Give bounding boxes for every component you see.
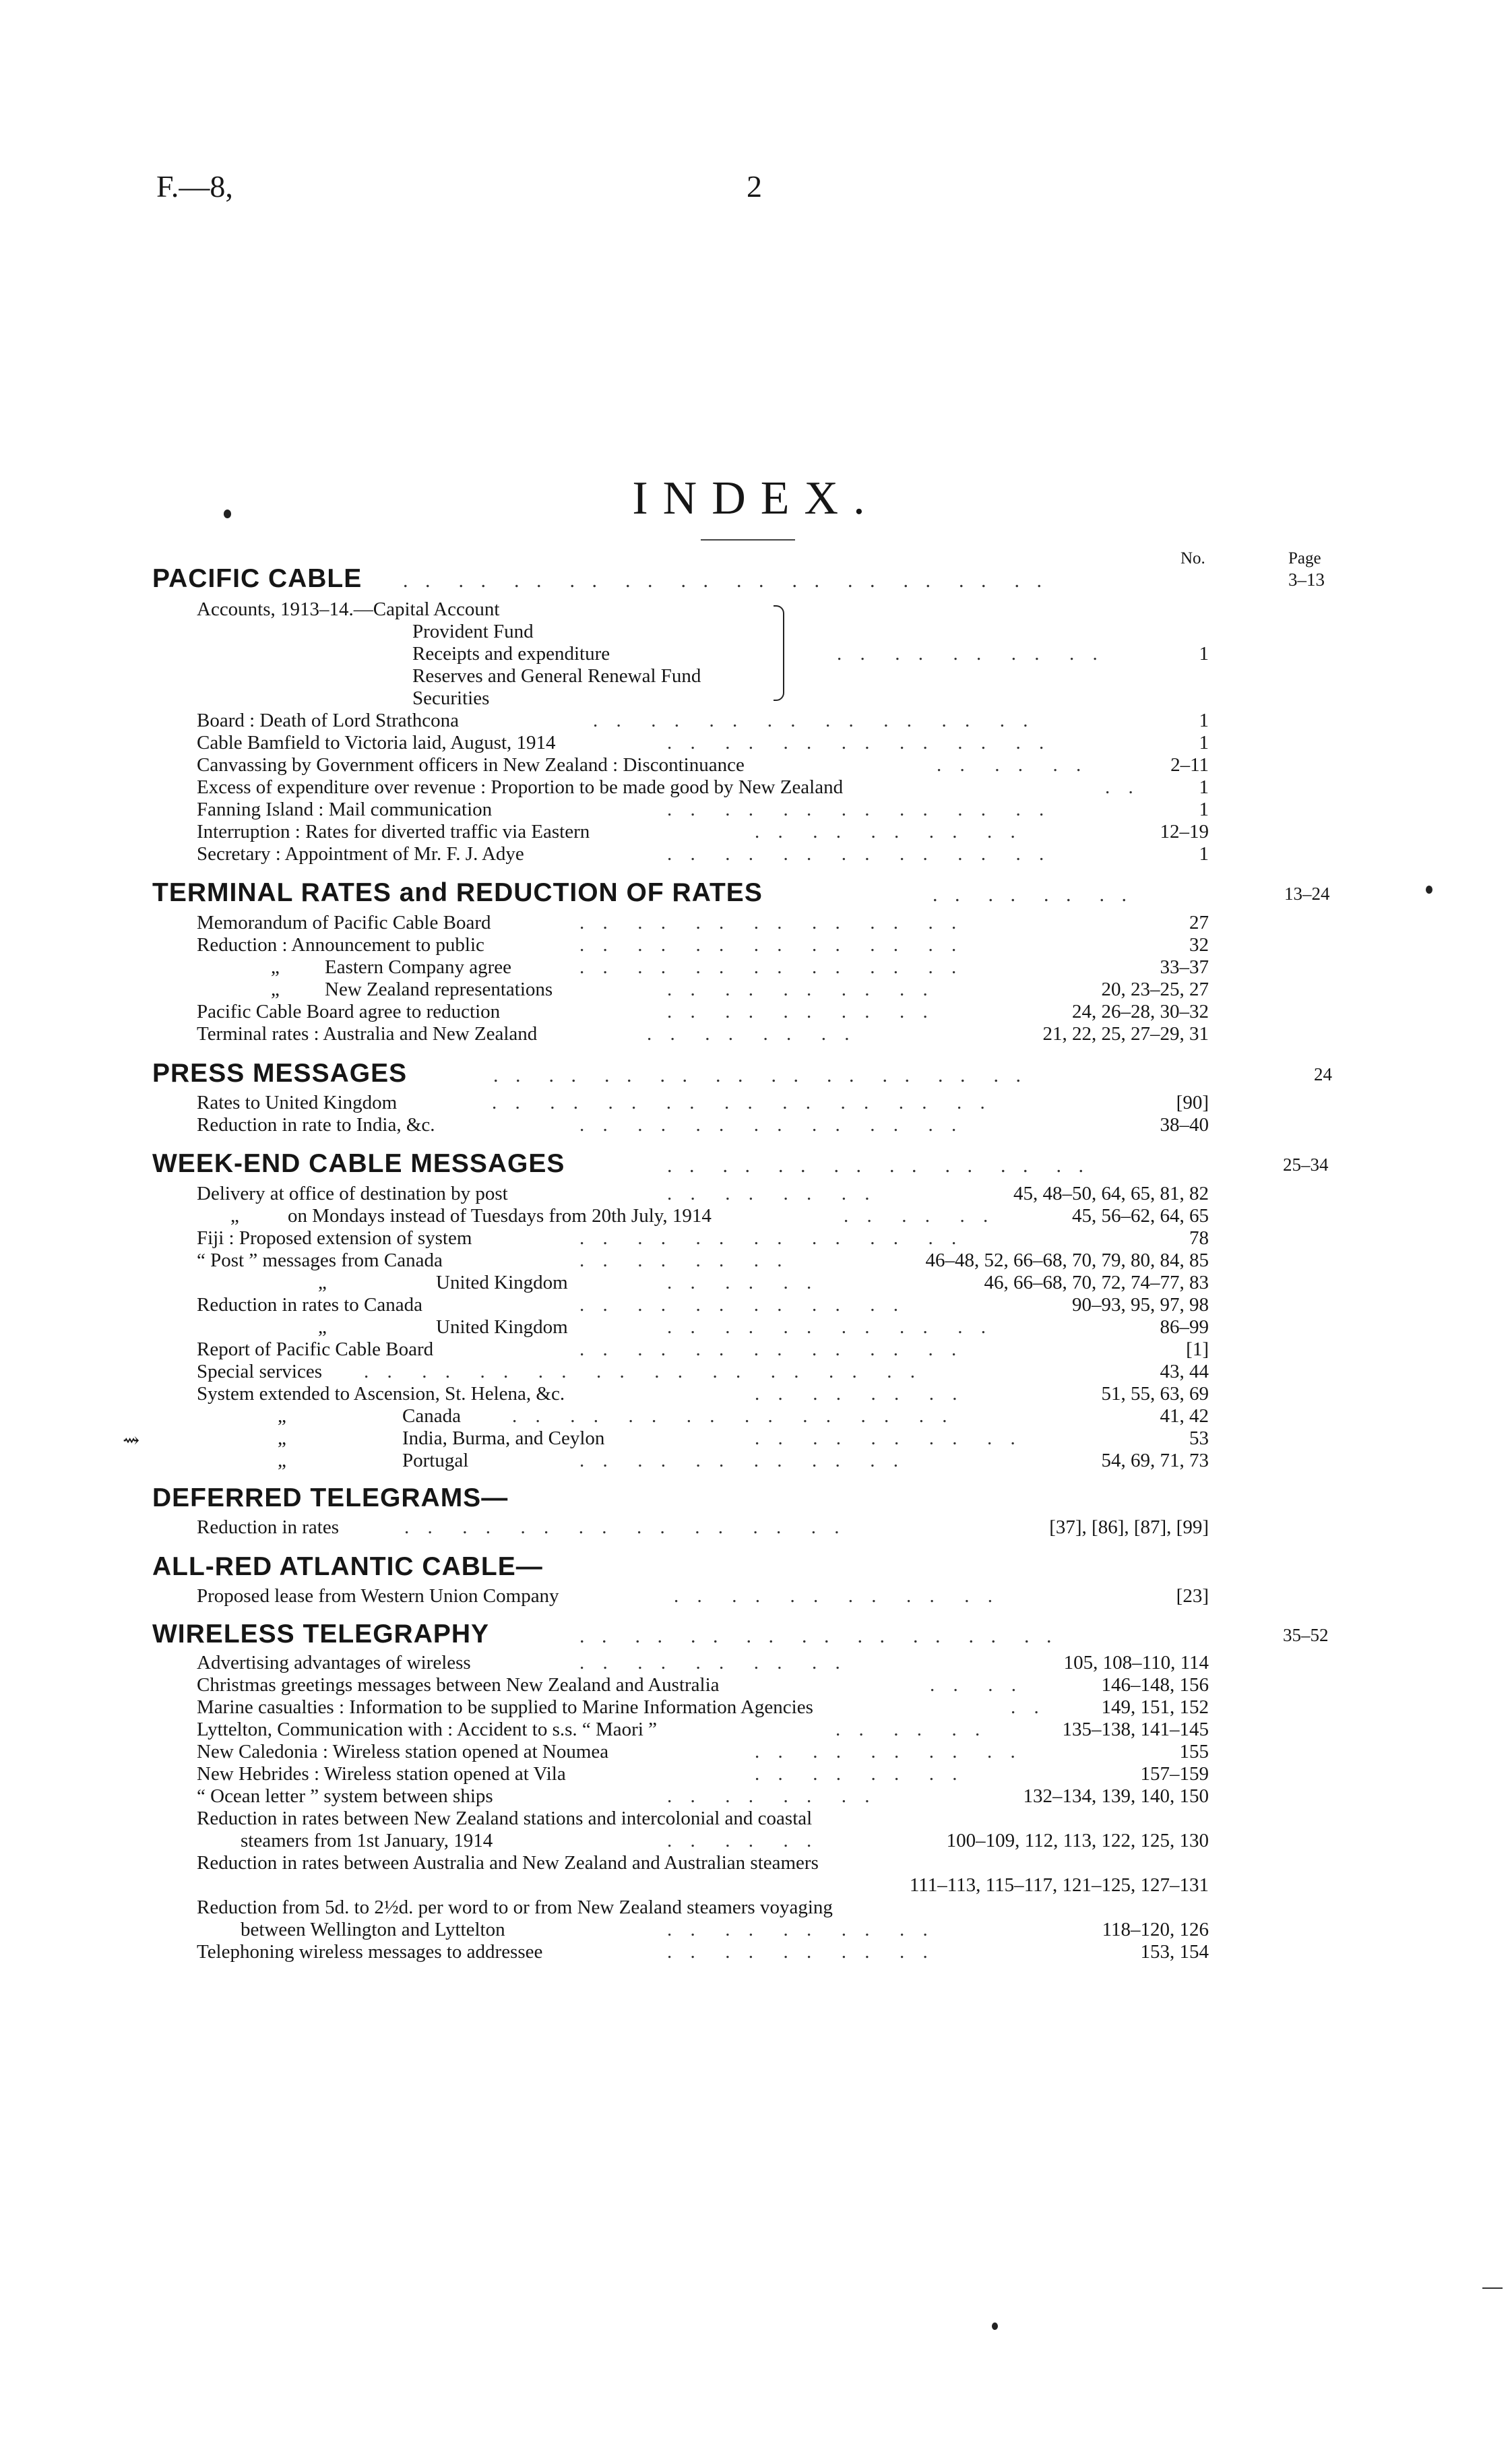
ink-spot [1426,886,1432,894]
section-heading: ALL-RED ATLANTIC CABLE— [152,1552,543,1581]
entry-numbers: 1 [1199,732,1209,754]
leader-dots: . . . . . . . . . . . . . . [579,956,964,978]
entry-numbers: 90–93, 95, 97, 98 [1072,1294,1209,1316]
leader-dots: . . . . . . . . . . [667,979,935,1000]
leader-dots: . . . . . . . . . . . . . . . . [404,1516,846,1538]
leader-dots: . . . . . . . . [647,1023,856,1045]
index-entry: Pacific Cable Board agree to reduction [197,1001,501,1022]
ditto-mark: „ [318,1272,327,1293]
index-entry: Board : Death of Lord Strathcona [197,710,459,731]
index-entry: New Hebrides : Wireless station opened at Vila [197,1763,566,1785]
index-entry: Proposed lease from Western Union Company [197,1585,559,1607]
index-entry: Report of Pacific Cable Board [197,1339,434,1360]
index-entry: Advertising advantages of wireless [197,1652,471,1673]
leader-dots: . . . . . . . . . . . . . . [667,799,1051,820]
leader-dots: . . [1105,776,1140,798]
entry-numbers: 1 [1199,799,1209,820]
index-entry: Lyttelton, Communication with : Accident to s.s. “ Maori ” [197,1719,658,1740]
index-entry: Canvassing by Government officers in New Zealand : Discontinuance [197,754,745,776]
entry-numbers: 1 [1199,643,1209,665]
index-title: INDEX. [632,472,880,524]
entry-numbers: 41, 42 [1160,1405,1209,1427]
index-entry: Special services [197,1361,323,1382]
index-entry: India, Burma, and Ceylon [402,1427,605,1449]
entry-numbers: 1 [1199,710,1209,731]
index-entry: Reduction in rate to India, &c. [197,1114,435,1136]
leader-dots: . . . . . . . . [755,1763,964,1785]
index-entry: Reduction from 5d. to 2½d. per word to or from New Zealand steamers voyaging [197,1897,833,1918]
leader-dots: . . . . . . . . . . . . [674,1585,999,1607]
leader-dots: . . . . . . . . . . . . . . . . [667,1155,1090,1177]
entry-numbers: 45, 56–62, 64, 65 [1072,1205,1209,1227]
column-heading-page: Page [1288,549,1321,567]
leader-dots: . . . . . . . . . . . . . . [579,912,964,933]
index-entry: on Mondays instead of Tuesdays from 20th July, 1914 [288,1205,712,1227]
leader-dots: . . . . . . [667,1272,819,1293]
leader-dots: . . . . . . . . . . . . . . . . [512,1405,954,1427]
index-entry: Securities [412,687,490,709]
index-entry: Reduction in rates between Australia and New Zealand and Australian steamers [197,1852,819,1874]
ditto-mark: „ [278,1450,286,1471]
document-reference: F.—8, [156,169,233,204]
index-entry: Terminal rates : Australia and New Zealand [197,1023,538,1045]
entry-numbers: 51, 55, 63, 69 [1101,1383,1209,1405]
leader-dots: . . . . . . . . . . . . . . . . . . [579,1625,1058,1647]
entry-numbers: 33–37 [1160,956,1209,978]
entry-numbers: 45, 48–50, 64, 65, 81, 82 [1013,1183,1209,1204]
leader-dots: . . . . . . . . . . . . . . . . . . [492,1092,992,1113]
leader-dots: . . . . . . . . . . [667,1941,935,1963]
index-entry: Canada [402,1405,461,1427]
leader-dots: . . . . . . [836,1719,987,1740]
entry-numbers: 1 [1199,776,1209,798]
section-heading: DEFERRED TELEGRAMS— [152,1483,509,1512]
index-entry: Excess of expenditure over revenue : Proportion to be made good by New Zealand [197,776,844,798]
index-entry: System extended to Ascension, St. Helena, &c. [197,1383,565,1405]
entry-numbers: 157–159 [1140,1763,1209,1785]
entry-numbers: [37], [86], [87], [99] [1049,1516,1209,1538]
index-entry: between Wellington and Lyttelton [241,1919,505,1940]
index-entry: Accounts, 1913–14.—Capital Account [197,598,500,620]
index-entry: Secretary : Appointment of Mr. F. J. Adye [197,843,524,865]
entry-numbers: 2–11 [1170,754,1209,776]
entry-numbers: 38–40 [1160,1114,1209,1136]
entry-numbers: 32 [1189,934,1209,956]
entry-numbers: 12–19 [1160,821,1209,842]
leader-dots: . . [1011,1696,1046,1718]
title-rule [701,539,795,541]
index-entry: steamers from 1st January, 1914 [241,1830,493,1851]
leader-dots: . . . . . . [844,1205,995,1227]
index-entry: Interruption : Rates for diverted traffic via Eastern [197,821,590,842]
printer-mark-icon: ⇝ [123,1429,140,1452]
entry-numbers: 111–113, 115–117, 121–125, 127–131 [909,1874,1209,1896]
leader-dots: . . . . . . . . [933,884,1133,906]
leader-dots: . . . . . . . . . . [667,1919,935,1940]
leader-dots: . . . . . . . . . . . . [667,1316,993,1338]
leader-dots: . . . . . . . . . . . . [579,1294,905,1316]
entry-numbers: 153, 154 [1140,1941,1209,1963]
entry-numbers: 46, 66–68, 70, 72, 74–77, 83 [984,1272,1209,1293]
section-pages: 25–34 [1283,1155,1329,1175]
index-entry: Telephoning wireless messages to addressee [197,1941,543,1963]
index-entry: Provident Fund [412,621,534,642]
leader-dots: . . . . . . . . . . . . . . . . [593,710,1035,731]
index-entry: New Zealand representations [325,979,553,1000]
index-entry: Fanning Island : Mail communication [197,799,493,820]
entry-numbers: 78 [1189,1227,1209,1249]
section-pages: 24 [1314,1064,1332,1084]
index-entry: Eastern Company agree [325,956,512,978]
margin-mark [1482,2287,1503,2289]
column-heading-no: No. [1180,549,1205,567]
page-number: 2 [747,169,762,204]
entry-numbers: 20, 23–25, 27 [1101,979,1209,1000]
leader-dots: . . . . . . . . . . . . . . [579,1227,964,1249]
index-entry: Reduction in rates between New Zealand stations and intercolonial and coastal [197,1808,813,1829]
leader-dots: . . . . . . . . [667,1785,877,1807]
index-entry: Delivery at office of destination by post [197,1183,508,1204]
entry-numbers: 155 [1179,1741,1209,1762]
section-heading: PRESS MESSAGES [152,1059,408,1088]
entry-numbers: 1 [1199,843,1209,865]
index-entry: “ Ocean letter ” system between ships [197,1785,493,1807]
index-entry: Rates to United Kingdom [197,1092,398,1113]
index-entry: Reduction in rates to Canada [197,1294,423,1316]
entry-numbers: [23] [1176,1585,1209,1607]
ditto-mark: „ [278,1405,286,1427]
section-pages: 13–24 [1284,884,1330,904]
entry-numbers: [90] [1176,1092,1209,1113]
entry-numbers: 135–138, 141–145 [1062,1719,1209,1740]
leader-dots: . . . . . . [937,754,1088,776]
index-entry: New Caledonia : Wireless station opened at Noumea [197,1741,609,1762]
entry-numbers: 27 [1189,912,1209,933]
section-pages: 3–13 [1288,570,1325,590]
leader-dots: . . . . . . . . . . . . [579,1450,905,1471]
ditto-mark: „ [230,1205,239,1227]
entry-numbers: 24, 26–28, 30–32 [1072,1001,1209,1022]
section-heading: TERMINAL RATES and REDUCTION OF RATES [152,878,763,907]
entry-numbers: 105, 108–110, 114 [1063,1652,1209,1673]
leader-dots: . . . . . . . . [667,1183,877,1204]
index-entry: “ Post ” messages from Canada [197,1250,443,1271]
entry-numbers: 100–109, 112, 113, 122, 125, 130 [946,1830,1209,1851]
leader-dots: . . . . . . . . . . . . . . . . . . . . [493,1064,1027,1086]
section-heading: PACIFIC CABLE [152,564,363,593]
section-heading: WEEK-END CABLE MESSAGES [152,1149,565,1178]
leader-dots: . . . . . . . . . . . . . . [579,1339,964,1360]
entry-numbers: 43, 44 [1160,1361,1209,1382]
entry-numbers: 118–120, 126 [1102,1919,1209,1940]
section-heading: WIRELESS TELEGRAPHY [152,1620,490,1649]
index-entry: Portugal [402,1450,469,1471]
leader-dots: . . . . . . . . . . [579,1652,847,1673]
index-entry: Reduction in rates [197,1516,340,1538]
index-entry: Reduction : Announcement to public [197,934,484,956]
entry-numbers: 21, 22, 25, 27–29, 31 [1042,1023,1209,1045]
entry-numbers: 53 [1189,1427,1209,1449]
leader-dots: . . . . . . . . . . [837,643,1104,665]
ditto-mark: „ [318,1316,327,1338]
section-pages: 35–52 [1283,1625,1329,1645]
index-entry: United Kingdom [436,1272,568,1293]
index-entry: Marine casualties : Information to be supplied to Marine Information Agencies [197,1696,813,1718]
leader-dots: . . . . . . . . [579,1250,789,1271]
leader-dots: . . . . . . . . . . . . . . . . . . . . . . . . [403,570,1048,592]
leader-dots: . . . . . . . . . . [755,1427,1022,1449]
leader-dots: . . . . . . . . . . . . . . [667,732,1051,754]
entry-numbers: 86–99 [1160,1316,1209,1338]
entry-numbers: 146–148, 156 [1101,1674,1209,1696]
leader-dots: . . . . . . . . . . [755,821,1022,842]
brace-bracket [774,605,784,701]
index-entry: Reserves and General Renewal Fund [412,665,701,687]
index-entry: Memorandum of Pacific Cable Board [197,912,491,933]
leader-dots: . . . . . . [667,1830,819,1851]
leader-dots: . . . . . . . . . . . . . . [579,1114,964,1136]
entry-numbers: 149, 151, 152 [1101,1696,1209,1718]
leader-dots: . . . . . . . . . . [667,1001,935,1022]
index-entry: Christmas greetings messages between New Zealand and Australia [197,1674,720,1696]
index-entry: Receipts and expenditure [412,643,610,665]
ditto-mark: „ [271,956,280,978]
leader-dots: . . . . . . . . [755,1383,964,1405]
leader-dots: . . . . . . . . . . . . . . [667,843,1051,865]
entry-numbers: 46–48, 52, 66–68, 70, 79, 80, 84, 85 [925,1250,1209,1271]
leader-dots: . . . . [930,1674,1023,1696]
leader-dots: . . . . . . . . . . . . . . . . . . . . [364,1361,922,1382]
index-entry: Fiji : Proposed extension of system [197,1227,472,1249]
leader-dots: . . . . . . . . . . [755,1741,1022,1762]
ink-spot [992,2323,998,2330]
index-entry: United Kingdom [436,1316,568,1338]
ditto-mark: „ [278,1427,286,1449]
entry-numbers: 54, 69, 71, 73 [1101,1450,1209,1471]
leader-dots: . . . . . . . . . . . . . . [579,934,964,956]
index-entry: Cable Bamfield to Victoria laid, August, 1914 [197,732,556,754]
ditto-mark: „ [271,979,280,1000]
entry-numbers: 132–134, 139, 140, 150 [1023,1785,1209,1807]
entry-numbers: [1] [1186,1339,1209,1360]
